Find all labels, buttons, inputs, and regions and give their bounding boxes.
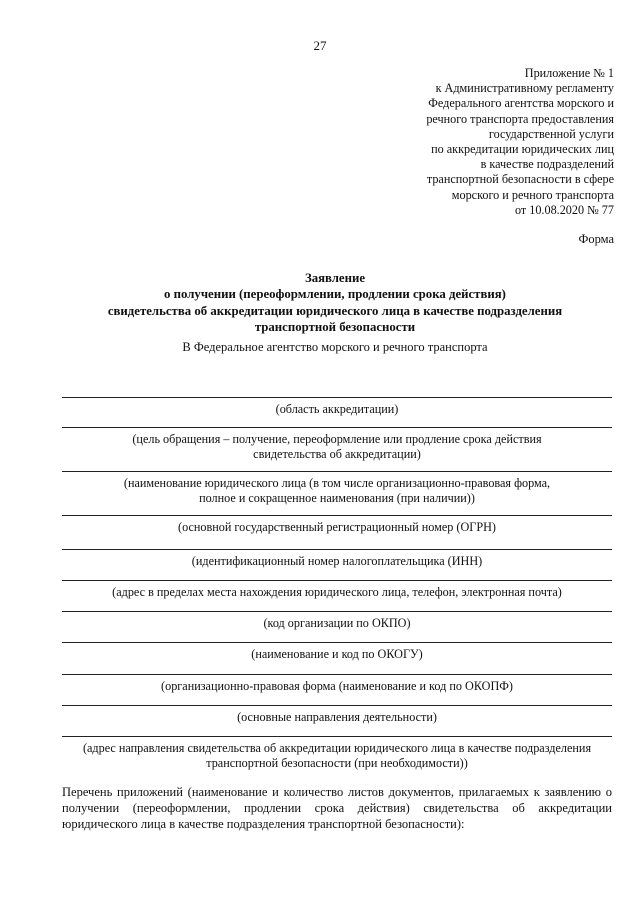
field-address-contacts[interactable] [62,580,612,600]
field-okpo[interactable] [62,611,612,631]
field-caption: (идентификационный номер налогоплательщика (ИНН) [191,554,483,568]
fill-in-line[interactable] [62,471,612,472]
fill-in-line[interactable] [62,580,612,581]
fill-in-line[interactable] [62,674,612,675]
document-title [40,270,630,336]
field-caption: (основной государственный регистрационный номер (ОГРН) [178,520,496,534]
field-caption: (адрес направления свидетельства об аккредитации юридического лица в качестве подразделения транспортной безопасности (при необходимости)) [82,741,592,770]
attachments-list-intro: Перечень приложений (наименование и количество листов документов, прилагаемых к заявлению о получении (переоформлении, продлении срока действия) свидетельства об аккредитации юридического лица в качестве подразделения транспортной безопасности): [62,785,612,831]
form-label: Форма [578,232,614,246]
title-line: транспортной безопасности [254,320,416,335]
field-legal-entity-name[interactable] [62,471,612,505]
fill-in-line[interactable] [62,705,612,706]
appendix-header [324,66,614,218]
field-request-purpose[interactable] [62,427,612,461]
field-inn[interactable] [62,549,612,569]
field-caption: (код организации по ОКПО) [263,616,411,630]
field-caption: (адрес в пределах места нахождения юридического лица, телефон, электронная почта) [112,585,562,599]
field-caption: (цель обращения – получение, переоформление или продление срока действия свидетельства об аккредитации) [132,432,542,461]
field-okogu[interactable] [62,642,612,662]
fill-in-line[interactable] [62,397,612,398]
field-delivery-address[interactable] [62,736,612,770]
fill-in-line[interactable] [62,642,612,643]
field-caption: (область аккредитации) [275,402,399,416]
fill-in-line[interactable] [62,427,612,428]
appendix-line: Федерального агентства морского и [428,96,614,111]
appendix-line: в качестве подразделений [480,157,614,172]
fill-in-line[interactable] [62,515,612,516]
field-caption: (наименование и код по ОКОГУ) [251,647,423,661]
appendix-line: государственной услуги [488,126,614,141]
fill-in-line[interactable] [62,549,612,550]
field-caption: (наименование юридического лица (в том числе организационно-правовая форма, полное и сокращенное наименования (при наличии)) [123,476,551,505]
field-caption: (основные направления деятельности) [237,710,437,724]
appendix-line: речного транспорта предоставления [426,111,614,126]
field-main-activities[interactable] [62,705,612,725]
field-okopf[interactable] [62,674,612,694]
fill-in-line[interactable] [62,736,612,737]
appendix-line: по аккредитации юридических лиц [431,142,614,157]
field-caption: (организационно-правовая форма (наименование и код по ОКОПФ) [161,679,513,693]
field-ogrn[interactable] [62,515,612,535]
field-accreditation-area[interactable] [62,397,612,417]
appendix-line: морского и речного транспорта [451,187,614,202]
appendix-line: от 10.08.2020 № 77 [514,202,614,217]
addressee: В Федеральное агентство морского и речного транспорта [182,340,488,354]
appendix-line: Приложение № 1 [524,66,614,80]
title-line: свидетельства об аккредитации юридического лица в качестве подразделения [107,303,563,318]
appendix-line: транспортной безопасности в сфере [426,172,614,187]
appendix-line: к Административному регламенту [435,81,614,96]
page-number: 27 [313,38,327,53]
title-line: о получении (переоформлении, продлении срока действия) [164,287,506,302]
title-line: Заявление [304,271,366,285]
fill-in-line[interactable] [62,611,612,612]
